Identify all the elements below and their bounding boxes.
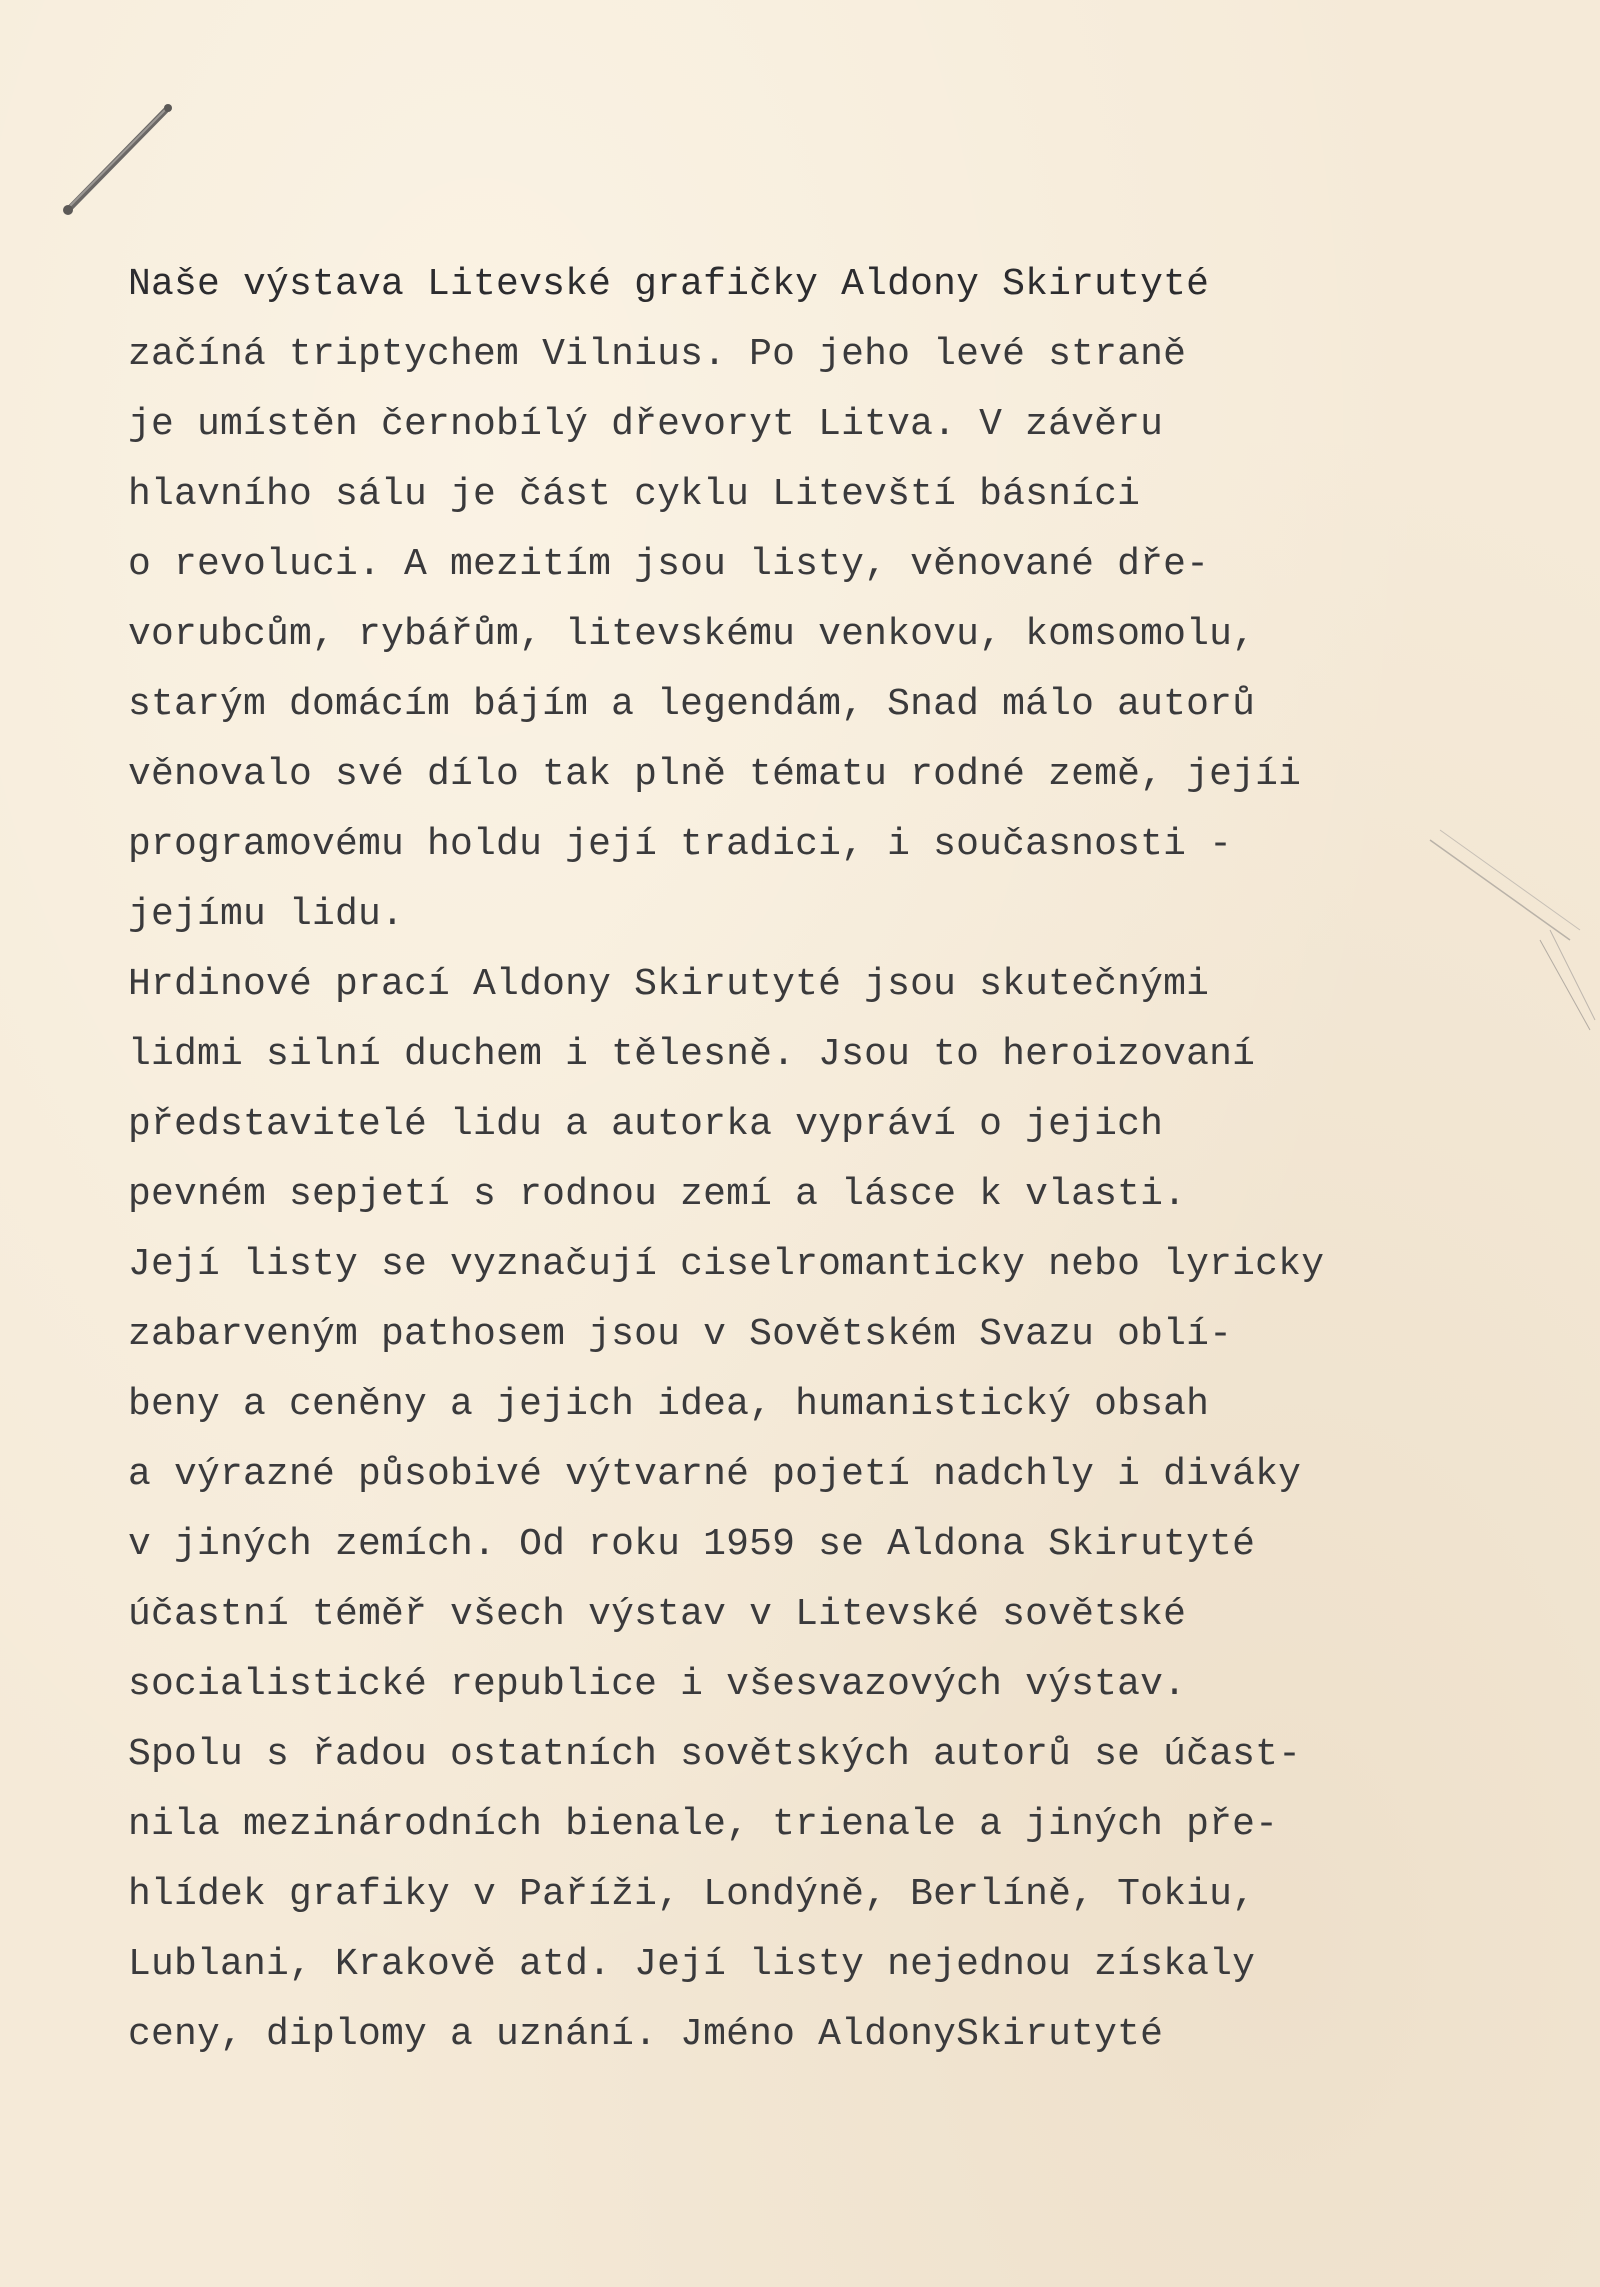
text-line: Hrdinové prací Aldony Skirutyté jsou skutečnými bbox=[128, 963, 1210, 1006]
staple-mark-icon bbox=[60, 100, 180, 220]
text-line: a výrazné působivé výtvarné pojetí nadchly i diváky bbox=[128, 1453, 1302, 1496]
text-line: beny a ceněny a jejich idea, humanistický obsah bbox=[128, 1383, 1210, 1426]
text-line: pevném sepjetí s rodnou zemí a lásce k vlasti. bbox=[128, 1173, 1187, 1216]
text-line: hlídek grafiky v Paříži, Londýně, Berlíně, Tokiu, bbox=[128, 1873, 1256, 1916]
text-line: představitelé lidu a autorka vypráví o jejich bbox=[128, 1103, 1164, 1146]
text-line: o revoluci. A mezitím jsou listy, věnované dře- bbox=[128, 543, 1210, 586]
text-line: nila mezinárodních bienale, trienale a jiných pře- bbox=[128, 1803, 1279, 1846]
text-line: Naše výstava Litevské grafičky Aldony Skirutyté bbox=[128, 263, 1210, 306]
text-line: hlavního sálu je část cyklu Litevští básníci bbox=[128, 473, 1141, 516]
text-line: zabarveným pathosem jsou v Sovětském Svazu oblí- bbox=[128, 1313, 1233, 1356]
pencil-scratch-marks-icon bbox=[1420, 820, 1600, 1080]
text-line: účastní téměř všech výstav v Litevské sovětské bbox=[128, 1593, 1187, 1636]
text-line: začíná triptychem Vilnius. Po jeho levé straně bbox=[128, 333, 1187, 376]
typewritten-text bbox=[128, 250, 1568, 2070]
text-line: lidmi silní duchem i tělesně. Jsou to heroizovaní bbox=[128, 1033, 1256, 1076]
text-line: věnovalo své dílo tak plně tématu rodné země, jejíi bbox=[128, 753, 1302, 796]
text-line: Lublani, Krakově atd. Její listy nejednou získaly bbox=[128, 1943, 1256, 1986]
text-line: je umístěn černobílý dřevoryt Litva. V závěru bbox=[128, 403, 1164, 446]
text-line: v jiných zemích. Od roku 1959 se Aldona Skirutyté bbox=[128, 1523, 1256, 1566]
text-line: starým domácím bájím a legendám, Snad málo autorů bbox=[128, 683, 1256, 726]
text-line: Spolu s řadou ostatních sovětských autorů se účast- bbox=[128, 1733, 1302, 1776]
text-line: socialistické republice i všesvazových výstav. bbox=[128, 1663, 1187, 1706]
text-line: programovému holdu její tradici, i současnosti - bbox=[128, 823, 1233, 866]
text-line: Její listy se vyznačují ciselromanticky nebo lyricky bbox=[128, 1243, 1325, 1286]
text-line: vorubcům, rybářům, litevskému venkovu, komsomolu, bbox=[128, 613, 1256, 656]
text-line: jejímu lidu. bbox=[128, 893, 405, 936]
text-line: ceny, diplomy a uznání. Jméno AldonySkirutyté bbox=[128, 2013, 1164, 2056]
